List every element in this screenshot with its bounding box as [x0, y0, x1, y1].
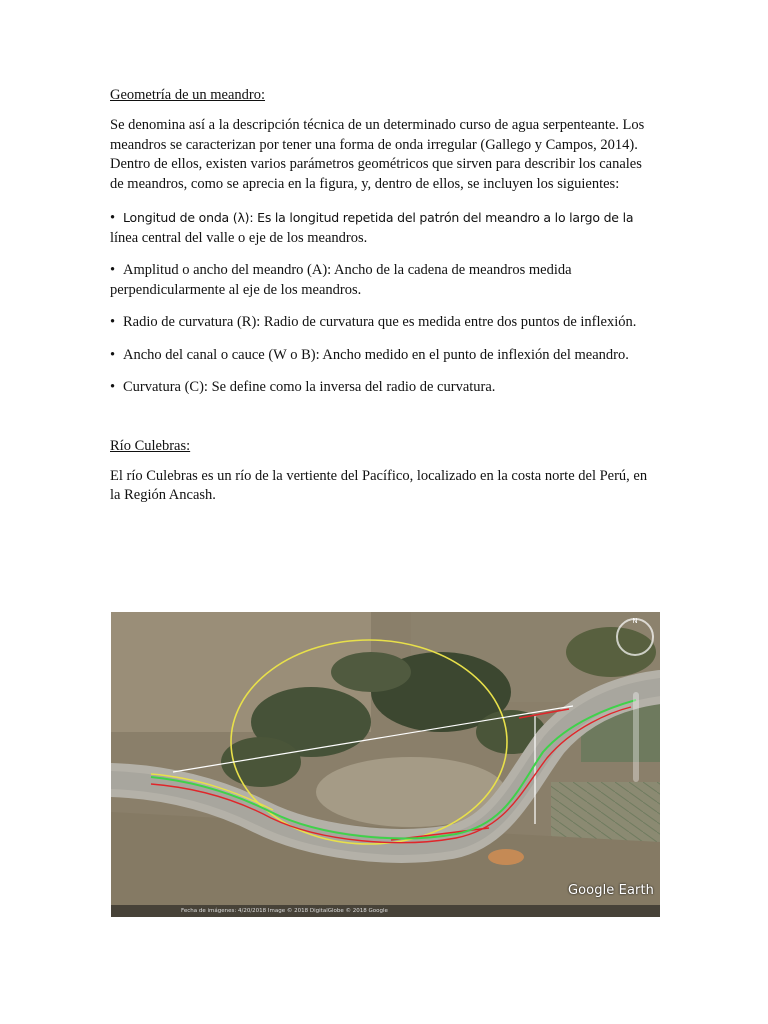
intro-paragraph: Se denomina así a la descripción técnica de un determinado curso de agua serpenteante. Los meandros se caracterizan por tener una forma de onda irregular (Gallego y Campos, 2014). Dentro de ellos, existen varios parámetros geométricos que sirven para describir los canales de meandros, como se aprecia en la figura, y, dentro de ellos, se incluyen los siguientes:	[110, 117, 645, 192]
satellite-figure	[111, 612, 660, 917]
google-earth-watermark: Google Earth	[567, 883, 654, 898]
bullet-curvatura: • Curvatura (C): Se define como la inversa del radio de curvatura.	[110, 378, 658, 398]
bullet-radio-curvatura: • Radio de curvatura (R): Radio de curvatura que es medida entre dos puntos de inflexión.	[110, 313, 658, 333]
compass-icon[interactable]: N	[616, 618, 654, 656]
bullet-icon: •	[110, 314, 116, 330]
map-status-bar: Fecha de imágenes: 4/20/2018 Image © 2018 DigitalGlobe © 2018 Google	[111, 905, 660, 917]
bullet-icon: •	[110, 262, 116, 278]
satellite-image	[111, 612, 660, 917]
bullet-amplitud: • Amplitud o ancho del meandro (A): Ancho de la cadena de meandros medida perpendicularmente al eje de los meandros.	[110, 262, 572, 298]
section-heading-rio-culebras: Río Culebras:	[110, 437, 191, 454]
bullet-icon: •	[110, 346, 116, 363]
rio-culebras-paragraph: El río Culebras es un río de la vertiente del Pacífico, localizado en la costa norte del Perú, en la Región Ancash.	[110, 467, 648, 503]
document-page	[110, 86, 658, 520]
bullet-ancho-canal: • Ancho del canal o cauce (W o B): Ancho medido en el punto de inflexión del meandro.	[110, 346, 658, 366]
bullet-icon: •	[110, 379, 116, 395]
bullet-longitud-onda: • Longitud de onda (λ): Es la longitud repetida del patrón del meandro a lo largo de la línea central del valle o eje de los meandros.	[110, 210, 634, 246]
bullet-icon: •	[110, 210, 116, 226]
section-heading-meandro: Geometría de un meandro:	[110, 87, 266, 103]
